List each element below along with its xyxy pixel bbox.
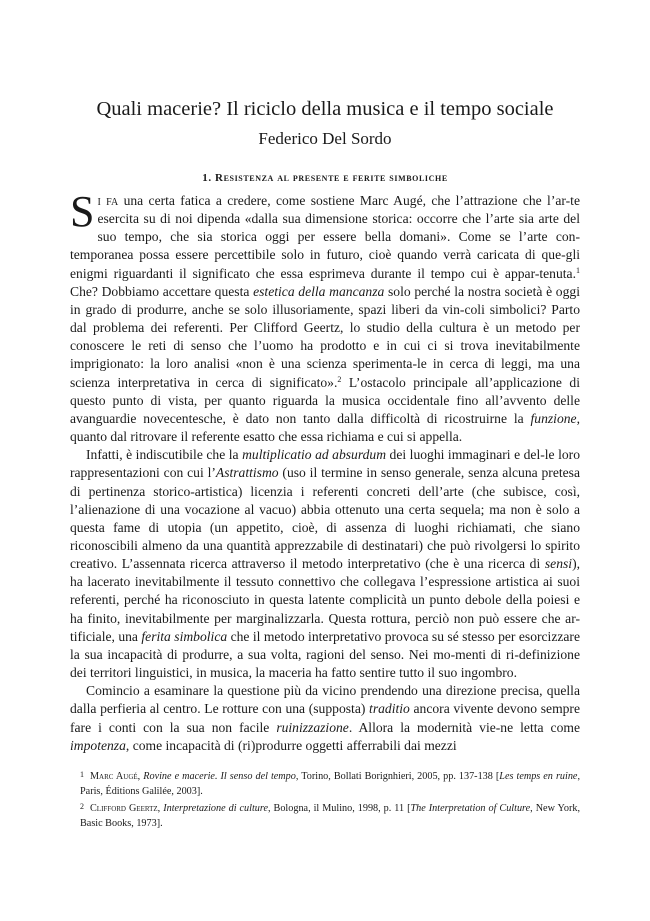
italic-term: ferita simbolica (141, 628, 228, 644)
paragraph-text: ancora vivente devono sempre fare i conti con la sua non facile (70, 701, 580, 735)
footnote-author: Clifford Geertz (90, 803, 158, 815)
footnote-text: , Bologna, il Mulino, 1998, p. 11 [ (268, 803, 411, 815)
footnote-text: , Torino, Bollati Borignhieri, 2005, pp. 137-138 [ (295, 771, 500, 782)
paragraph-text: Infatti, è indiscutibile che la (86, 447, 243, 463)
paragraph-1 (70, 187, 580, 446)
author-name: Federico Del Sordo (258, 129, 392, 148)
italic-term: funzione (530, 410, 577, 426)
paragraph-text: solo perché la nostra società è oggi in grado di produrre, anche se solo illusoriamente, spazi liberi da vin-coli simbolici? Parto dal problema dei referenti. Per Clifford Geertz, lo studio della cultura è un metodo per conoscere le reti di senso che l’uomo ha prodotto e in cui ci si trova inevitabilmente imprigionato: la loro analisi «non è una scienza sperimenta-le in cerca di leggi, ma una scienza interpretativa in cerca di significato». (70, 283, 580, 390)
footnote-ref-2[interactable]: 2 (337, 374, 342, 384)
footnote-number: 1 (80, 770, 84, 779)
footnote-separator: , (137, 771, 144, 782)
footnote-ref-1[interactable]: 1 (576, 265, 580, 275)
paragraph-2 (70, 446, 580, 682)
footnote-number: 2 (80, 802, 84, 812)
paragraph-text: . Allora la modernità vie-ne letta come (348, 719, 580, 735)
italic-term: impotenza (70, 737, 126, 753)
italic-term: sensi (544, 556, 573, 572)
section-heading: 1. Resistenza al presente e ferite simboliche (202, 172, 448, 184)
paragraph-text: (uso il termine in senso generale, senza alcuna pretesa di pertinenza storico-artistica) licenzia i referenti concreti dell’arte (che subisce, così, l’alienazione di una vocazione al vacuo) abbia ottenuto una certa sequela; ma non è solo a questa fame di utopia (un appetito, cioè, di assenza di luoghi richiamati, che siano riconoscibili almeno da una quantità apprezzabile di destinatari) che può rivolgersi lo spirito creativo. L’assennata ricerca attraverso il metodo interpretativo (che è una ricerca di (70, 465, 580, 572)
opening-words: i fa (97, 193, 119, 208)
italic-term: ruinizzazione (276, 719, 349, 735)
paragraph-3 (70, 682, 580, 755)
paragraph-text: ), ha lacerato inevitabilmente il tessuto connettivo che collegava l’espressione artistica ai suoi referenti, perché ha riconosciuto in questa latente complicità un punto debole della poiesi e ha finito, inevitabilmente per marginalizzarla. Questa rottura, perciò non può essere che ar-tificiale, una (70, 556, 580, 644)
paragraph-text: una certa fatica a credere, come sostiene Marc Augé, che l’attrazione che l’ar-te esercita su di noi dipenda «dalla sua dimensione storica: occorre che l’arte sia arte del suo tempo, che sia storica oggi per essere bella domani». Come se l’arte con-temporanea possa essere percettibile solo in futuro, cioè quando verrà caricata di que-gli enigmi riguardanti il significato che essa esprimeva durante il tempo cui è appar-tenuta. (70, 193, 580, 281)
article-body (70, 187, 580, 755)
italic-term: multiplicatio ad absurdum (242, 447, 387, 463)
paragraph-text: , quanto dal ritrovare il referente esatto che essa richiama e cui si appella. (70, 410, 580, 445)
paragraph-text: Che? Dobbiamo accettare questa (70, 283, 254, 299)
footnote-original-title: The Interpretation of Culture (410, 803, 531, 815)
footnote-title: Rovine e macerie. Il senso del tempo (143, 771, 296, 782)
article-title: Quali macerie? Il riciclo della musica e il tempo sociale (96, 98, 554, 120)
italic-term: estetica della mancanza (253, 283, 385, 299)
footnote-2 (80, 800, 580, 831)
footnote-author: Marc Augé (90, 771, 138, 782)
footnote-1 (80, 768, 580, 799)
paragraph-text: dei luoghi immaginari e del-le loro rappresentazioni con cui l’ (70, 447, 580, 481)
drop-cap: S (70, 187, 95, 236)
paragraph-text: L’ostacolo principale all’applicazione di questo punto di vista, per quanto riguarda la musica occidentale fino all’avvento delle avanguardie novecentesche, è dato non tanto dalla difficoltà di ricostruirne la (70, 374, 580, 426)
footnote-text: , Paris, Éditions Galilée, 2003]. (80, 771, 580, 797)
footnote-title: Interpretazione di culture (163, 803, 269, 815)
paragraph-text: Comincio a esaminare la questione più da vicino prendendo una direzione precisa, quella dalla perfieria al centro. Le rotture con una (supposta) (70, 683, 580, 717)
paragraph-text: , come incapacità di (ri)produrre oggetti afferrabili dai mezzi (125, 737, 457, 753)
footnotes (80, 768, 580, 832)
footnote-original-title: Les temps en ruine (499, 771, 578, 782)
italic-term: traditio (369, 701, 410, 717)
footnote-text: , New York, Basic Books, 1973]. (80, 803, 581, 829)
footnote-separator: , (157, 803, 164, 815)
paragraph-text: che il metodo interpretativo provoca su sé stesso per esorcizzare la sua incapacità di produrre, a sua volta, ragioni del senso. Nei mo-menti di ri-definizione dei territori linguistici, in musica, la maceria ha fatto sentire tutto il suo ingombro. (70, 628, 580, 681)
italic-term: Astrattismo (215, 465, 279, 481)
